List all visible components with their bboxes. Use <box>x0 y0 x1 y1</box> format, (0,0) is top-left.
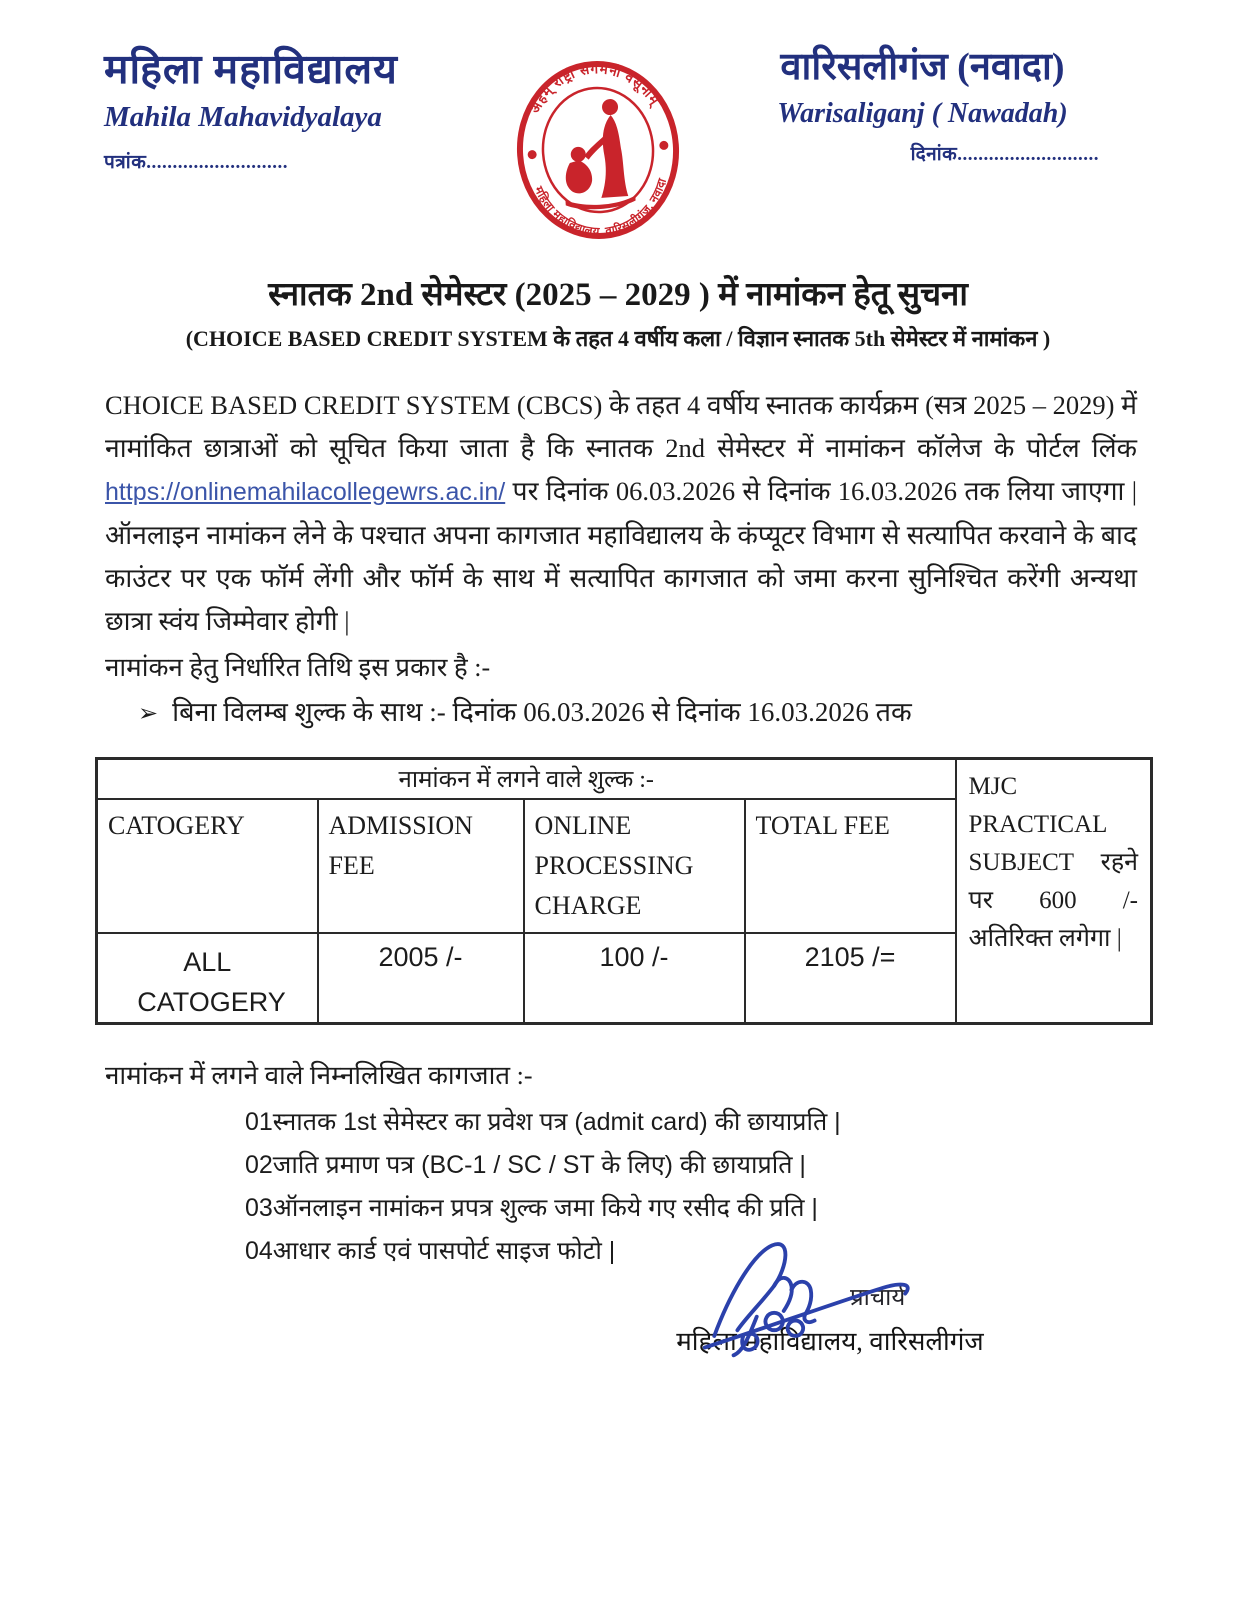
fee-table <box>95 757 1153 1025</box>
schedule-bullet-item <box>138 692 912 729</box>
column-header-admission-fee: ADMISSION FEE <box>318 799 524 933</box>
document-item-4: 04आधार कार्ड एवं पासपोर्ट साइज फोटो | <box>245 1237 616 1265</box>
org-name-english: Mahila Mahavidyalaya <box>104 101 382 134</box>
signature-block <box>660 1228 1000 1368</box>
date-field: दिनांक........................... <box>910 143 1099 165</box>
principal-signature-icon <box>685 1228 975 1363</box>
column-header-online-processing-charge: ONLINE PROCESSING CHARGE <box>524 799 745 933</box>
documents-heading: नामांकन में लगने वाले निम्नलिखित कागजात :- <box>105 1061 533 1090</box>
place-name-hindi: वारिसलीगंज (नवादा) <box>780 46 1065 88</box>
schedule-bullet-text: बिना विलम्ब शुल्क के साथ :- दिनांक 06.03.2026 से दिनांक 16.03.2026 तक <box>172 697 912 727</box>
seal-bottom-text: महिला महाविद्यालय, वारिसलीगंज, नवादा <box>531 176 670 239</box>
arrow-bullet-icon: ➢ <box>138 701 159 727</box>
college-seal-icon <box>512 56 684 246</box>
header-right <box>740 46 1105 166</box>
cell-online-processing-charge: 100 /- <box>524 933 745 1024</box>
title-block <box>0 270 1236 353</box>
document-item-3: 03ऑनलाइन नामांकन प्रपत्र शुल्क जमा किये गए रसीद की प्रति | <box>245 1194 818 1222</box>
signatory-organization: महिला महाविद्यालय, वारिसलीगंज <box>676 1327 984 1356</box>
column-header-total-fee: TOTAL FEE <box>745 799 956 933</box>
letter-number-field: पत्रांक........................... <box>104 152 289 174</box>
document-item-2: 02जाति प्रमाण पत्र (BC-1 / SC / ST के लिए) की छायाप्रति | <box>245 1151 806 1179</box>
fee-table-caption: नामांकन में लगने वाले शुल्क :- <box>97 759 956 799</box>
body-text-after-link: पर दिनांक 06.03.2026 से दिनांक 16.03.2026 तक लिया जाएगा | ऑनलाइन नामांकन लेने के पश्चात अपना कागजात महाविद्यालय के कंप्यूटर विभाग से सत्यापित करवाने के बाद काउंटर पर एक फॉर्म लेंगी और फॉर्म के साथ में सत्यापित कागजात को जमा करना सुनिश्चित करेंगी अन्यथा छात्रा स्वंय जिम्मेवार होगी | <box>105 476 1137 636</box>
column-header-catogery: CATOGERY <box>97 799 318 933</box>
college-seal <box>512 56 684 251</box>
cell-category <box>97 933 318 1024</box>
notice-subtitle: (CHOICE BASED CREDIT SYSTEM के तहत 4 वर्षीय कला / विज्ञान स्नातक 5th सेमेस्टर में नामांकन ) <box>185 326 1051 351</box>
place-name-english: Warisaliganj ( Nawadah) <box>777 97 1068 129</box>
header-left <box>104 46 484 174</box>
seal-top-text: अहम् राष्ट्री संगमनी वसूनाम् <box>527 61 663 116</box>
body-text-before-link: CHOICE BASED CREDIT SYSTEM (CBCS) के तहत 4 वर्षीय स्नातक कार्यक्रम (सत्र 2025 – 2029) में नामांकित छात्राओं को सूचित किया जाता है कि स्नातक 2nd सेमेस्टर में नामांकन कॉलेज के पोर्टल लिंक <box>105 390 1137 463</box>
cell-total-fee: 2105 /= <box>745 933 956 1024</box>
signatory-designation: प्राचार्य <box>850 1285 906 1311</box>
schedule-heading: नामांकन हेतु निर्धारित तिथि इस प्रकार है :- <box>105 653 491 682</box>
fee-table-caption-row <box>97 759 1152 799</box>
notice-title: स्नातक 2nd सेमेस्टर (2025 – 2029 ) में नामांकन हेतू सुचना <box>268 277 968 313</box>
notice-body <box>105 384 1137 643</box>
seal-figures-icon <box>559 98 636 212</box>
portal-link[interactable]: https://onlinemahilacollegewrs.ac.in/ <box>105 478 506 506</box>
fee-table-side-note: MJC PRACTICAL SUBJECT रहने पर 600 /- अतिरिक्त लगेगा | <box>956 759 1152 1024</box>
org-name-hindi: महिला महाविद्यालय <box>104 46 398 92</box>
document-item-1: 01स्नातक 1st सेमेस्टर का प्रवेश पत्र (admit card) की छायाप्रति | <box>245 1108 841 1136</box>
cell-category-text: ALL CATOGERY <box>137 946 286 1017</box>
cell-admission-fee: 2005 /- <box>318 933 524 1024</box>
